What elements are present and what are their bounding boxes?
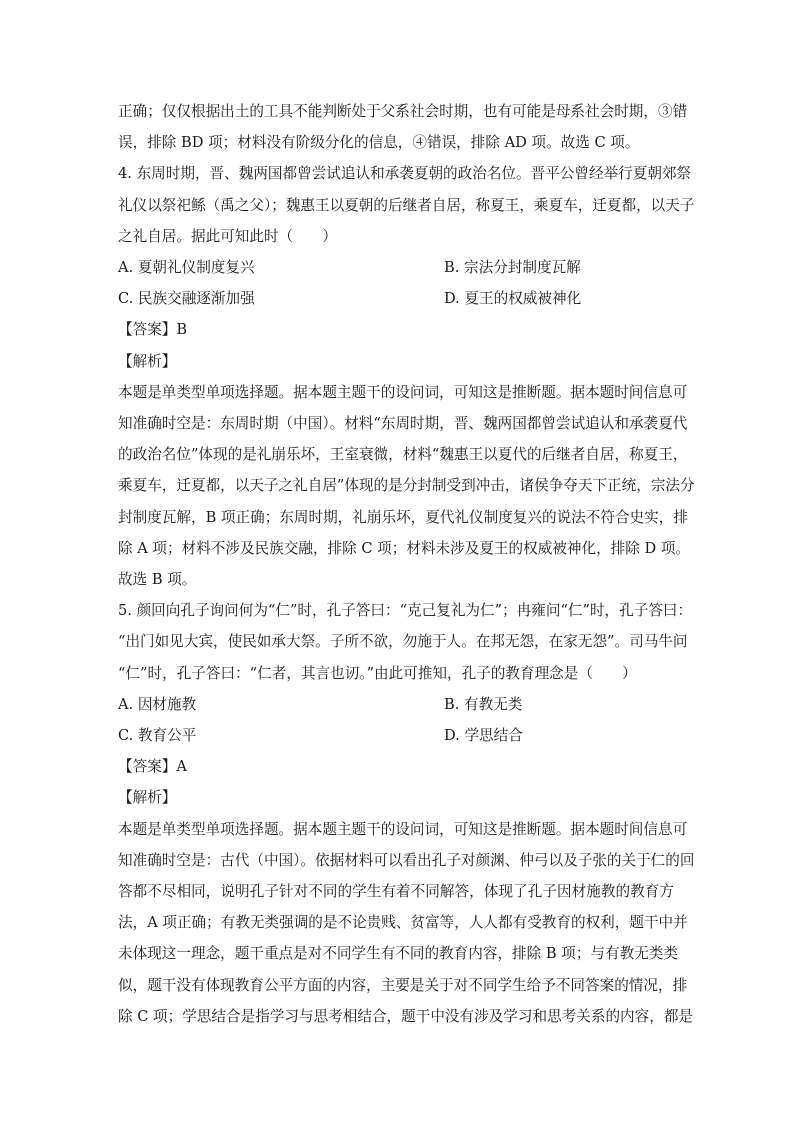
- text-line: 未体现这一理念，题干重点是对不同学生有不同的教育内容，排除 B 项；与有教无类类: [118, 945, 678, 963]
- question-4-options-row-2: [118, 283, 674, 314]
- option-c: C. 民族交融逐渐加强: [118, 290, 255, 308]
- text-line: 答都不尽相同，说明孔子针对不同的学生有着不同解答，体现了孔子因材施教的教育方: [118, 883, 674, 901]
- previous-analysis-tail: [118, 96, 688, 158]
- question-5-analysis: [118, 814, 695, 1032]
- text-line: 封制度瓦解，B 项正确；东周时期，礼崩乐坏，夏代礼仪制度复兴的说法不符合史实，排: [118, 508, 688, 526]
- question-4-analysis: [118, 377, 695, 595]
- question-5-options-row-2: [118, 720, 674, 751]
- text-line: 礼仪以祭祀鲧（禹之父）；魏惠王以夏朝的后继者自居，称夏王，乘夏车，迁夏都，以天子: [118, 196, 695, 214]
- text-line: 误，排除 BD 项；材料没有阶级分化的信息，④错误，排除 AD 项。故选 C 项。: [118, 134, 640, 152]
- question-5-stem: [118, 595, 693, 689]
- text-line: 故选 B 项。: [118, 571, 197, 589]
- document-page: [118, 96, 695, 1032]
- text-line: 4. 东周时期，晋、魏两国都曾尝试追认和承袭夏朝的政治名位。晋平公曾经举行夏朝郊祭: [118, 165, 692, 183]
- question-5-analysis-label: 【解析】: [118, 789, 177, 807]
- option-a: A. 因材施教: [118, 695, 197, 713]
- question-4-answer: 【答案】B: [118, 321, 188, 339]
- text-line: “仁”时，孔子答曰：“仁者，其言也讱。”由此可推知，孔子的教育理念是（ ）: [118, 664, 637, 682]
- option-a: A. 夏朝礼仪制度复兴: [118, 259, 255, 277]
- option-b: B. 有教无类: [444, 695, 523, 713]
- question-5-answer: 【答案】A: [118, 758, 187, 776]
- text-line: 本题是单类型单项选择题。据本题主题干的设问词，可知这是推断题。据本题时间信息可: [118, 383, 688, 401]
- text-line: 知准确时空是：古代（中国）。依据材料可以看出孔子对颜渊、仲弓以及子张的关于仁的回: [118, 851, 695, 869]
- text-line: 之礼自居。据此可知此时（ ）: [118, 227, 337, 245]
- option-c: C. 教育公平: [118, 727, 197, 745]
- text-line: 5. 颜回向孔子询问何为“仁”时，孔子答曰：“克己复礼为仁”；冉雍问“仁”时，孔子答曰：: [118, 602, 693, 620]
- option-d: D. 夏王的权威被神化: [444, 290, 582, 308]
- text-line: 的政治名位”体现的是礼崩乐坏，王室衰微，材料“魏惠王以夏代的后继者自居，称夏王，: [118, 446, 688, 464]
- option-b: B. 宗法分封制度瓦解: [444, 259, 581, 277]
- text-line: 似，题干没有体现教育公平方面的内容，主要是关于对不同学生给予不同答案的情况，排: [118, 976, 688, 994]
- text-line: 正确；仅仅根据出土的工具不能判断处于父系社会时期，也有可能是母系社会时期，③错: [118, 103, 688, 120]
- question-4-options-row-1: [118, 252, 674, 283]
- text-line: 除 A 项；材料不涉及民族交融，排除 C 项；材料未涉及夏王的权威被神化，排除 D 项。: [118, 539, 691, 557]
- text-line: “出门如见大宾，使民如承大祭。子所不欲，勿施于人。在邦无怨，在家无怨”。司马牛问: [118, 633, 688, 651]
- option-d: D. 学思结合: [444, 727, 523, 745]
- question-4-stem: [118, 158, 695, 252]
- question-5-options-row-1: [118, 689, 674, 720]
- question-4-analysis-label: 【解析】: [118, 352, 177, 370]
- text-line: 乘夏车，迁夏都，以天子之礼自居”体现的是分封制受到冲击，诸侯争夺天下正统，宗法分: [118, 477, 695, 495]
- text-line: 知准确时空是：东周时期（中国）。材料“东周时期，晋、魏两国都曾尝试追认和承袭夏代: [118, 415, 688, 432]
- text-line: 除 C 项；学思结合是指学习与思考相结合，题干中没有涉及学习和思考关系的内容，都是: [118, 1007, 694, 1025]
- text-line: 本题是单类型单项选择题。据本题主题干的设问词，可知这是推断题。据本题时间信息可: [118, 820, 688, 838]
- text-line: 法，A 项正确；有教无类强调的是不论贵贱、贫富等，人人都有受教育的权利，题干中并: [118, 914, 688, 932]
